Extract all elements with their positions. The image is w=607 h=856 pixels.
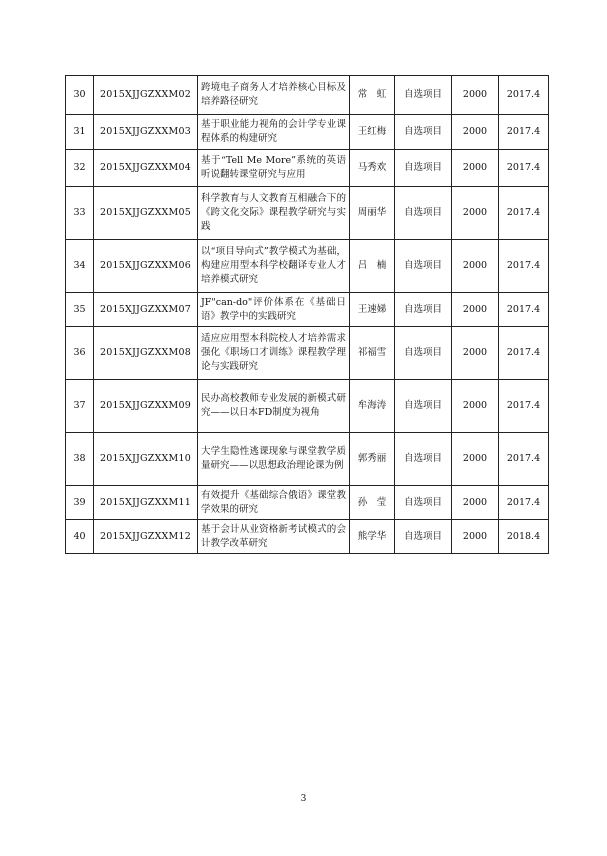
table-row [66,520,549,554]
project-code: 2015XJJGZXXM02 [94,76,198,115]
project-date: 2017.4 [499,380,549,433]
project-date: 2017.4 [499,76,549,115]
project-owner: 马秀欢 [350,150,395,187]
project-fund: 2000 [452,115,499,150]
project-date: 2017.4 [499,240,549,293]
project-owner: 孙 莹 [350,486,395,520]
project-code: 2015XJJGZXXM09 [94,380,198,433]
project-title: 跨境电子商务人才培养核心目标及培养路径研究 [198,76,350,115]
project-category: 自选项目 [395,486,452,520]
project-title: 民办高校教师专业发展的新模式研究——以日本FD制度为视角 [198,380,350,433]
table-row [66,486,549,520]
project-fund: 2000 [452,240,499,293]
table-row [66,327,549,380]
project-date: 2017.4 [499,433,549,486]
table-row [66,150,549,187]
row-number: 32 [66,150,94,187]
row-number: 39 [66,486,94,520]
project-title: 适应应用型本科院校人才培养需求 强化《职场口才训练》课程教学理论与实践研究 [198,327,350,380]
project-owner: 熊学华 [350,520,395,554]
table-row [66,433,549,486]
project-date: 2017.4 [499,486,549,520]
project-owner: 王速娣 [350,293,395,327]
table-row [66,240,549,293]
row-number: 30 [66,76,94,115]
project-code: 2015XJJGZXXM11 [94,486,198,520]
table-row [66,293,549,327]
project-category: 自选项目 [395,520,452,554]
project-fund: 2000 [452,187,499,240]
project-owner: 郭秀丽 [350,433,395,486]
project-title: JF"can-do"评价体系在《基础日语》教学中的实践研究 [198,293,350,327]
table-row [66,76,549,115]
project-category: 自选项目 [395,150,452,187]
project-code: 2015XJJGZXXM04 [94,150,198,187]
project-title: 大学生隐性逃课现象与课堂教学质量研究——以思想政治理论课为例 [198,433,350,486]
project-title: 基于“Tell Me More”系统的英语听说翻转课堂研究与应用 [198,150,350,187]
project-category: 自选项目 [395,76,452,115]
project-fund: 2000 [452,380,499,433]
project-title: 科学教育与人文教育互相融合下的《跨文化交际》课程教学研究与实践 [198,187,350,240]
row-number: 31 [66,115,94,150]
project-fund: 2000 [452,486,499,520]
project-code: 2015XJJGZXXM06 [94,240,198,293]
project-title: 基于会计从业资格新考试模式的会计教学改革研究 [198,520,350,554]
project-fund: 2000 [452,520,499,554]
project-fund: 2000 [452,327,499,380]
project-date: 2017.4 [499,327,549,380]
row-number: 35 [66,293,94,327]
project-date: 2017.4 [499,150,549,187]
project-code: 2015XJJGZXXM05 [94,187,198,240]
project-fund: 2000 [452,293,499,327]
project-title: 有效提升《基础综合俄语》课堂教学效果的研究 [198,486,350,520]
project-category: 自选项目 [395,327,452,380]
project-code: 2015XJJGZXXM07 [94,293,198,327]
project-date: 2017.4 [499,187,549,240]
project-code: 2015XJJGZXXM08 [94,327,198,380]
table-row [66,115,549,150]
project-category: 自选项目 [395,187,452,240]
project-date: 2017.4 [499,115,549,150]
project-category: 自选项目 [395,115,452,150]
row-number: 34 [66,240,94,293]
row-number: 37 [66,380,94,433]
project-category: 自选项目 [395,240,452,293]
row-number: 40 [66,520,94,554]
project-owner: 王红梅 [350,115,395,150]
project-table [65,75,549,554]
project-owner: 常 虹 [350,76,395,115]
table-row [66,187,549,240]
project-code: 2015XJJGZXXM03 [94,115,198,150]
row-number: 33 [66,187,94,240]
project-date: 2018.4 [499,520,549,554]
project-owner: 牟海涛 [350,380,395,433]
project-code: 2015XJJGZXXM12 [94,520,198,554]
project-fund: 2000 [452,76,499,115]
page-number: 3 [300,794,307,804]
project-code: 2015XJJGZXXM10 [94,433,198,486]
project-category: 自选项目 [395,380,452,433]
project-title: 基于职业能力视角的会计学专业课程体系的构建研究 [198,115,350,150]
row-number: 36 [66,327,94,380]
project-owner: 周丽华 [350,187,395,240]
project-fund: 2000 [452,150,499,187]
project-date: 2017.4 [499,293,549,327]
project-table-body [66,76,549,554]
project-fund: 2000 [452,433,499,486]
project-category: 自选项目 [395,433,452,486]
project-category: 自选项目 [395,293,452,327]
table-row [66,380,549,433]
project-owner: 吕 楠 [350,240,395,293]
project-owner: 祁福雪 [350,327,395,380]
row-number: 38 [66,433,94,486]
project-title: 以“项目导向式”教学模式为基础，构建应用型本科学校翻译专业人才培养模式研究 [198,240,350,293]
